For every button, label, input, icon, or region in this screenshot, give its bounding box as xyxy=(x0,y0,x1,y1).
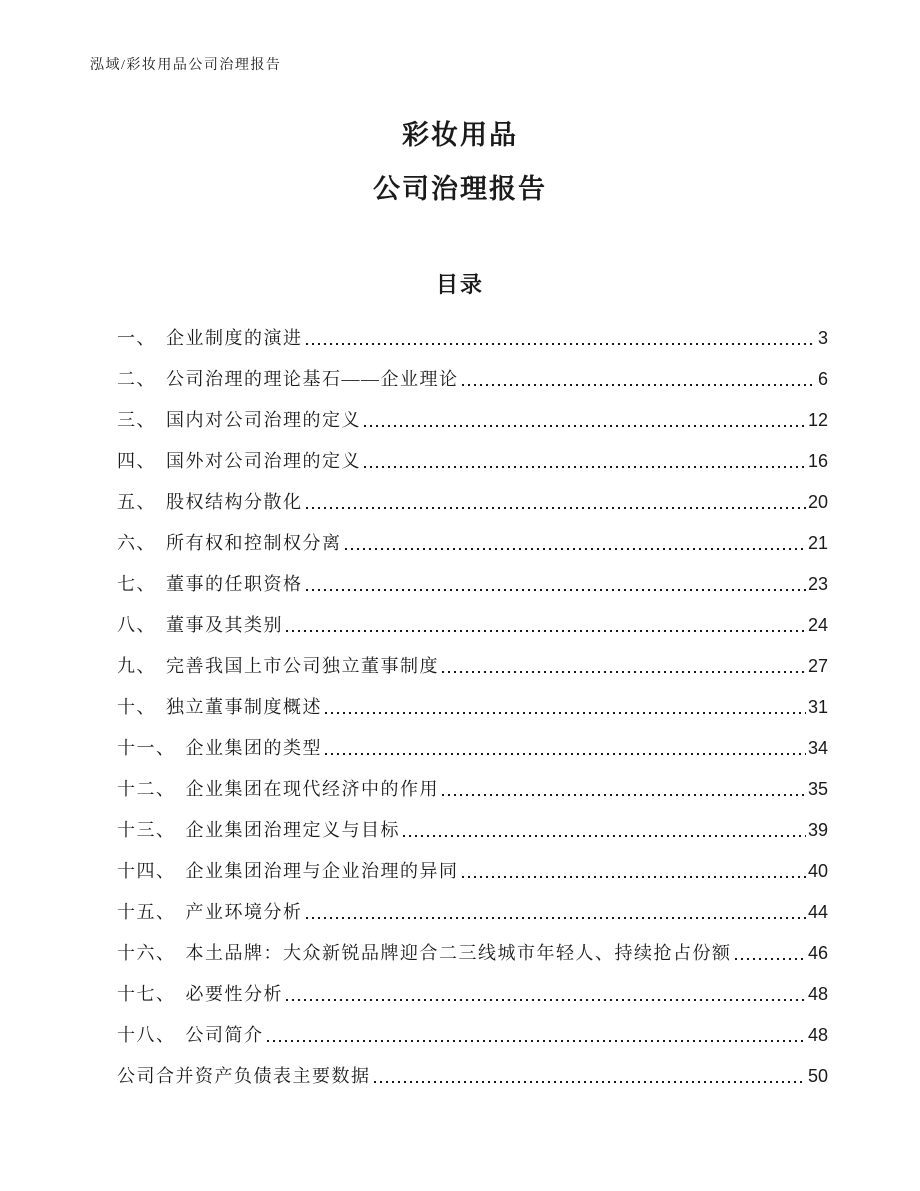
toc-dotted-leader xyxy=(442,671,806,673)
toc-dotted-leader xyxy=(286,630,806,632)
toc-entry-page: 27 xyxy=(807,655,828,676)
toc-entry-page: 34 xyxy=(807,737,828,758)
toc-entry-number: 十八、 xyxy=(117,1024,176,1045)
toc-dotted-leader xyxy=(462,876,806,878)
toc-dotted-leader xyxy=(286,999,806,1001)
toc-entry-title: 企业集团的类型 xyxy=(185,737,322,758)
toc-entry-title: 所有权和控制权分离 xyxy=(166,532,342,553)
toc-dotted-leader xyxy=(306,343,816,345)
toc-entry-title: 企业集团治理与企业治理的异同 xyxy=(185,860,459,881)
toc-entry-page: 31 xyxy=(807,696,828,717)
toc-entry[interactable] xyxy=(117,513,828,554)
toc-dotted-leader xyxy=(462,384,816,386)
toc-entry-title: 企业制度的演进 xyxy=(166,327,303,348)
toc-entry-title: 完善我国上市公司独立董事制度 xyxy=(166,655,439,676)
toc-entry-number: 十六、 xyxy=(117,942,176,963)
toc-entry[interactable] xyxy=(117,841,828,882)
toc-entry-page: 12 xyxy=(807,409,828,430)
toc-entry-page: 39 xyxy=(807,819,828,840)
toc-entry-title: 必要性分析 xyxy=(185,983,283,1004)
toc-entry[interactable] xyxy=(117,964,828,1005)
toc-entry-number: 七、 xyxy=(117,573,156,594)
toc-entry[interactable] xyxy=(117,636,828,677)
toc-entry-title: 公司合并资产负债表主要数据 xyxy=(117,1065,371,1086)
toc-dotted-leader xyxy=(306,917,806,919)
document-title: 彩妆用品 xyxy=(402,120,518,150)
toc-entry-number: 一、 xyxy=(117,327,156,348)
toc-entry-number: 二、 xyxy=(117,368,156,389)
toc-entry-title: 董事及其类别 xyxy=(166,614,283,635)
toc-entry-page: 6 xyxy=(817,368,828,389)
toc-entry-page: 23 xyxy=(807,573,828,594)
toc-entry-title: 企业集团治理定义与目标 xyxy=(185,819,400,840)
toc-heading: 目录 xyxy=(435,272,484,297)
toc-dotted-leader xyxy=(306,589,806,591)
toc-entry-number: 十七、 xyxy=(117,983,176,1004)
toc-entry[interactable] xyxy=(117,759,828,800)
toc-entry-title: 国内对公司治理的定义 xyxy=(166,409,361,430)
toc-entry-page: 35 xyxy=(807,778,828,799)
toc-entry[interactable] xyxy=(117,1046,828,1087)
toc-entry-page: 16 xyxy=(807,450,828,471)
toc-entry-page: 44 xyxy=(807,901,828,922)
toc-entry-number: 十四、 xyxy=(117,860,176,881)
toc-entry-page: 24 xyxy=(807,614,828,635)
toc-entry-number: 八、 xyxy=(117,614,156,635)
toc-dotted-leader xyxy=(345,548,806,550)
toc-entry[interactable] xyxy=(117,554,828,595)
toc-entry-number: 五、 xyxy=(117,491,156,512)
toc-entry-number: 十一、 xyxy=(117,737,176,758)
toc-entry[interactable] xyxy=(117,677,828,718)
toc-entry-title: 董事的任职资格 xyxy=(166,573,303,594)
toc-entry-title: 本土品牌：大众新锐品牌迎合二三线城市年轻人、持续抢占份额 xyxy=(185,942,732,963)
toc-entry-number: 六、 xyxy=(117,532,156,553)
toc-entry-number: 四、 xyxy=(117,450,156,471)
toc-entry-number: 十、 xyxy=(117,696,156,717)
toc-entry-page: 40 xyxy=(807,860,828,881)
toc-entry-page: 20 xyxy=(807,491,828,512)
toc-dotted-leader xyxy=(442,794,806,796)
toc-entry-number: 九、 xyxy=(117,655,156,676)
toc-entry-title: 企业集团在现代经济中的作用 xyxy=(185,778,439,799)
toc-entry[interactable] xyxy=(117,349,828,390)
toc-entry[interactable] xyxy=(117,390,828,431)
toc-entry-page: 48 xyxy=(807,1024,828,1045)
toc-entry-title: 产业环境分析 xyxy=(185,901,303,922)
toc-dotted-leader xyxy=(364,425,806,427)
toc-dotted-leader xyxy=(374,1081,806,1083)
document-subtitle: 公司治理报告 xyxy=(373,174,547,204)
toc-dotted-leader xyxy=(306,507,806,509)
toc-list xyxy=(117,308,828,1087)
toc-entry[interactable] xyxy=(117,923,828,964)
toc-entry-title: 股权结构分散化 xyxy=(166,491,303,512)
toc-dotted-leader xyxy=(364,466,806,468)
toc-entry-page: 3 xyxy=(817,327,828,348)
toc-entry-title: 国外对公司治理的定义 xyxy=(166,450,361,471)
toc-entry[interactable] xyxy=(117,1005,828,1046)
toc-entry[interactable] xyxy=(117,800,828,841)
toc-entry[interactable] xyxy=(117,595,828,636)
toc-entry-page: 50 xyxy=(807,1065,828,1086)
toc-entry-number: 十三、 xyxy=(117,819,176,840)
toc-entry-title: 公司治理的理论基石——企业理论 xyxy=(166,368,459,389)
toc-entry-title: 公司简介 xyxy=(185,1024,264,1045)
toc-entry-number: 十二、 xyxy=(117,778,176,799)
toc-entry[interactable] xyxy=(117,718,828,759)
toc-dotted-leader xyxy=(267,1040,806,1042)
toc-dotted-leader xyxy=(325,712,806,714)
toc-entry-number: 三、 xyxy=(117,409,156,430)
toc-dotted-leader xyxy=(735,958,806,960)
toc-entry-page: 46 xyxy=(807,942,828,963)
toc-entry[interactable] xyxy=(117,882,828,923)
toc-entry[interactable] xyxy=(117,308,828,349)
toc-dotted-leader xyxy=(325,753,806,755)
toc-entry-page: 21 xyxy=(807,532,828,553)
toc-dotted-leader xyxy=(403,835,806,837)
toc-entry-page: 48 xyxy=(807,983,828,1004)
toc-entry-number: 十五、 xyxy=(117,901,176,922)
page-header: 泓域/彩妆用品公司治理报告 xyxy=(90,58,282,73)
toc-entry-title: 独立董事制度概述 xyxy=(166,696,322,717)
toc-entry[interactable] xyxy=(117,431,828,472)
toc-entry[interactable] xyxy=(117,472,828,513)
